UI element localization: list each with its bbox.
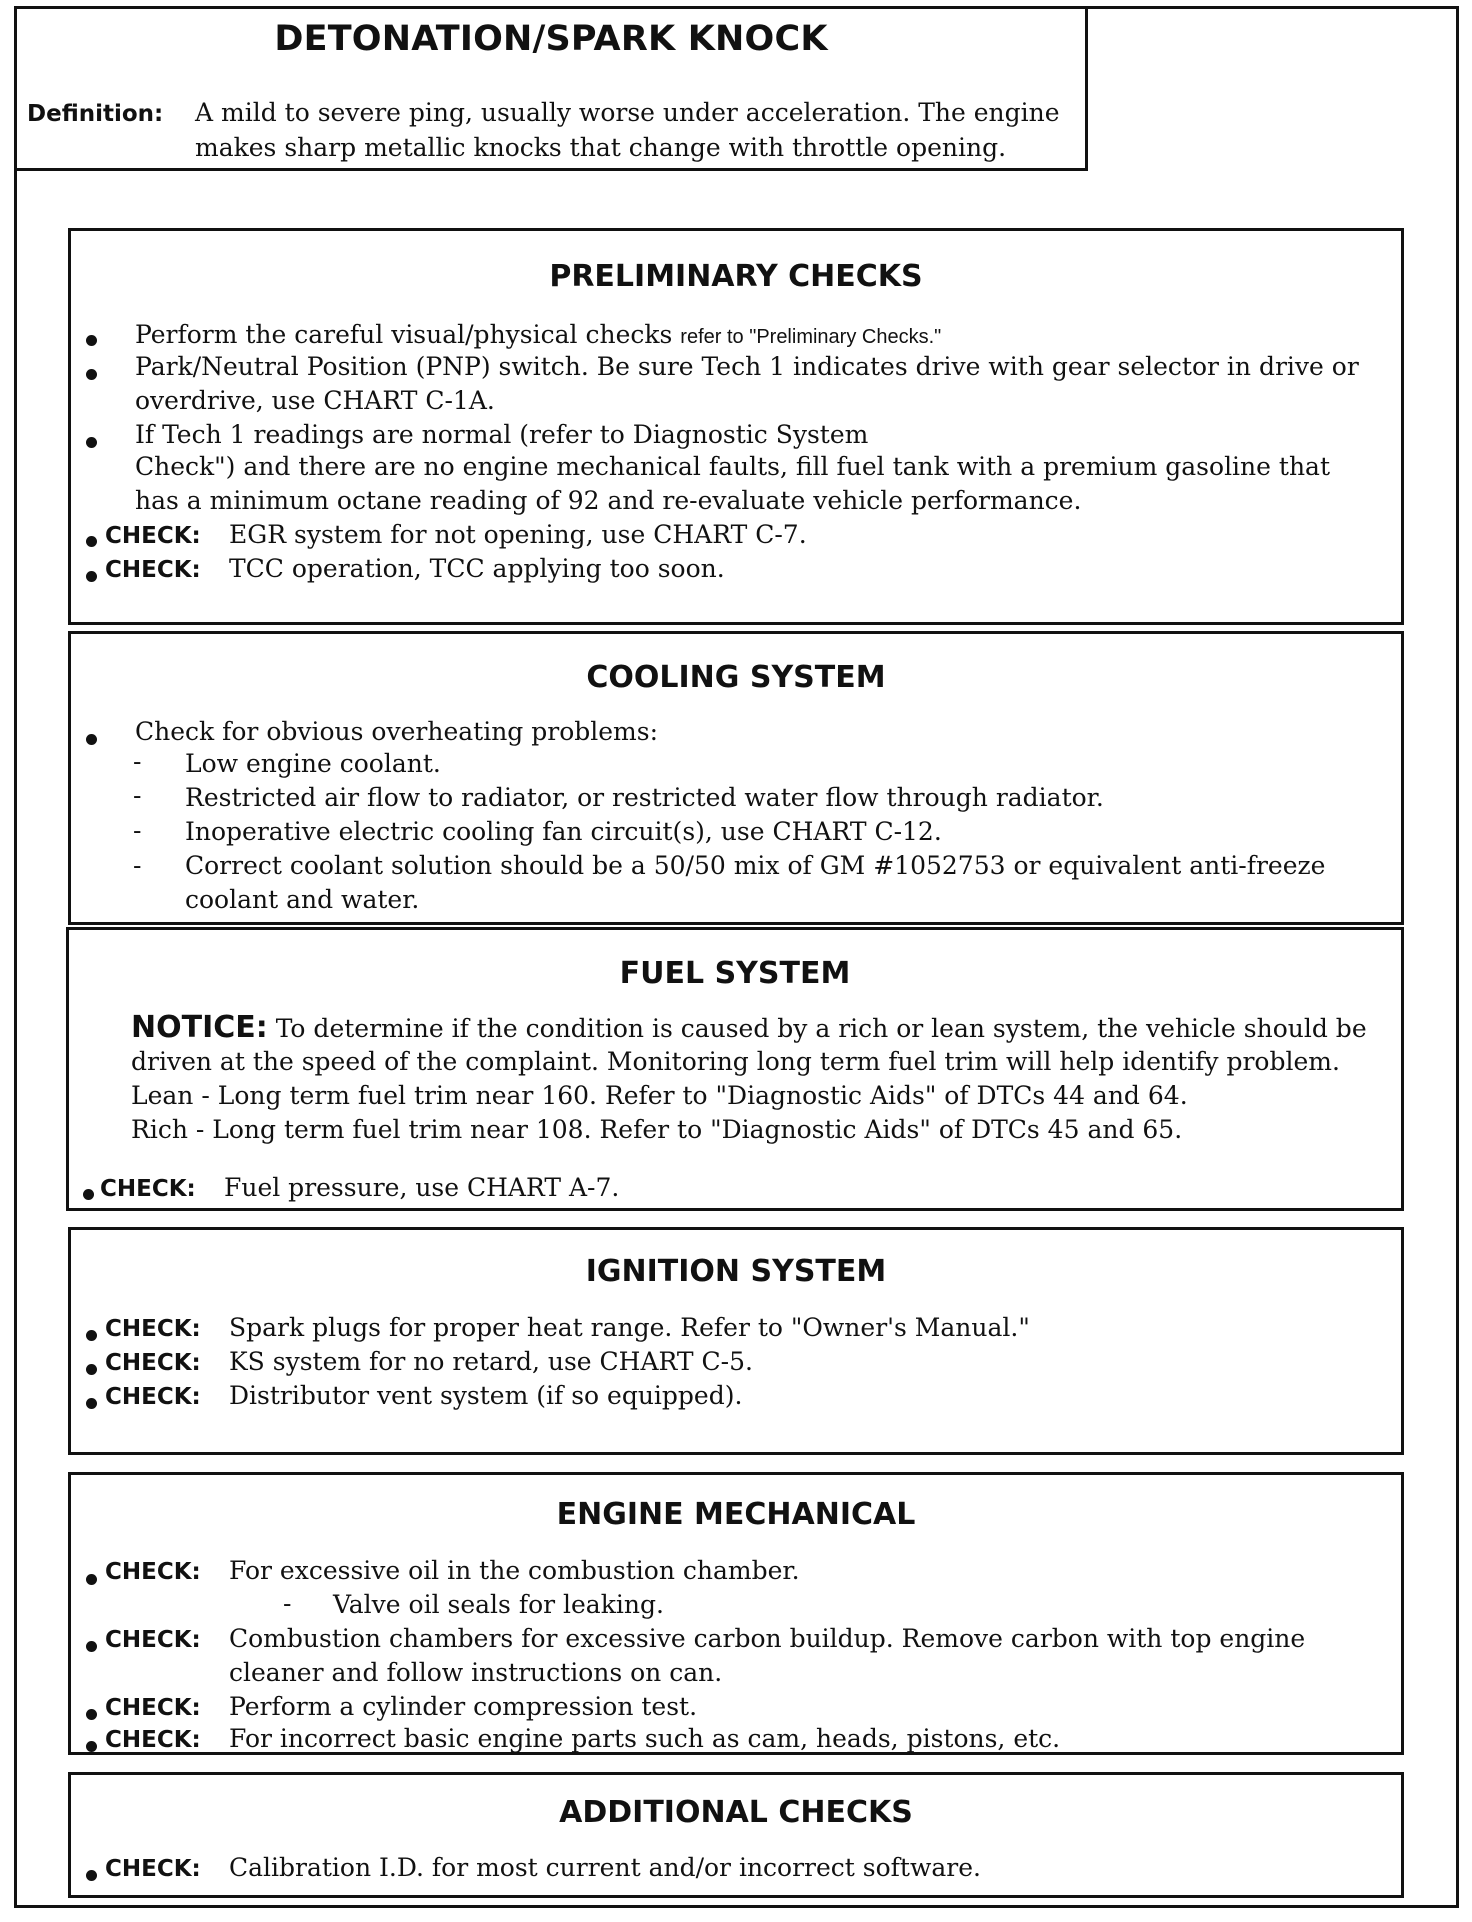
bullet-icon	[86, 1870, 97, 1881]
check-label: CHECK:	[105, 1384, 201, 1410]
bullet-icon	[86, 734, 97, 745]
list-item-line: overdrive, use CHART C-1A.	[135, 386, 495, 415]
section-heading: PRELIMINARY CHECKS	[549, 259, 923, 294]
sub-item: Low engine coolant.	[185, 749, 441, 778]
check-label: CHECK:	[105, 1727, 201, 1753]
section-heading: COOLING SYSTEM	[586, 660, 886, 695]
check-item	[105, 1346, 753, 1379]
check-text: Calibration I.D. for most current and/or incorrect software.	[229, 1853, 981, 1882]
sub-item: Correct coolant solution should be a 50/50 mix of GM #1052753 or equivalent anti-freeze	[185, 851, 1326, 880]
dash-marker: -	[133, 747, 142, 776]
list-item-line: Park/Neutral Position (PNP) switch. Be sure Tech 1 indicates drive with gear selector in drive or	[135, 352, 1359, 381]
check-item	[105, 1623, 1306, 1656]
notice-text: To determine if the condition is caused by a rich or lean system, the vehicle should be	[275, 1014, 1367, 1043]
list-item-line: Check") and there are no engine mechanical faults, fill fuel tank with a premium gasoline that	[135, 452, 1330, 481]
check-label: CHECK:	[105, 1627, 201, 1653]
check-text: Fuel pressure, use CHART A-7.	[224, 1173, 620, 1202]
bullet-icon	[86, 1641, 97, 1652]
check-text: Spark plugs for proper heat range. Refer to "Owner's Manual."	[229, 1313, 1030, 1342]
bullet-icon	[86, 1398, 97, 1409]
check-label: CHECK:	[105, 523, 201, 549]
dash-marker: -	[283, 1589, 292, 1618]
ignition-system-section	[68, 1227, 1404, 1455]
check-item	[105, 1852, 981, 1885]
check-label: CHECK:	[105, 1316, 201, 1342]
preliminary-checks-section	[68, 228, 1404, 625]
check-item	[105, 553, 725, 586]
check-item	[105, 1555, 800, 1588]
sub-item: coolant and water.	[185, 885, 420, 914]
check-item	[105, 1312, 1030, 1345]
cooling-system-section	[68, 631, 1404, 925]
list-item-line: has a minimum octane reading of 92 and re-evaluate vehicle performance.	[135, 486, 1082, 515]
bullet-icon	[86, 1741, 97, 1752]
bullet-icon	[86, 1364, 97, 1375]
check-text: TCC operation, TCC applying too soon.	[229, 554, 725, 583]
sub-item: Inoperative electric cooling fan circuit(s), use CHART C-12.	[185, 817, 942, 846]
check-text: KS system for no retard, use CHART C-5.	[229, 1347, 753, 1376]
rich-condition: Rich - Long term fuel trim near 108. Refer to "Diagnostic Aids" of DTCs 45 and 65.	[131, 1115, 1183, 1144]
check-text: Perform a cylinder compression test.	[229, 1692, 698, 1721]
section-heading: IGNITION SYSTEM	[585, 1254, 887, 1289]
additional-checks-section	[68, 1772, 1404, 1898]
notice-line: driven at the speed of the complaint. Monitoring long term fuel trim will help identify problem.	[131, 1047, 1340, 1076]
check-label: CHECK:	[105, 1856, 201, 1882]
engine-mechanical-section	[68, 1472, 1404, 1755]
section-heading: FUEL SYSTEM	[619, 956, 851, 991]
bullet-icon	[86, 571, 97, 582]
list-item-text: Perform the careful visual/physical checks	[135, 320, 673, 349]
dash-marker: -	[133, 781, 142, 810]
check-label: CHECK:	[105, 1559, 201, 1585]
check-text: EGR system for not opening, use CHART C-7.	[229, 520, 807, 549]
bullet-icon	[86, 536, 97, 547]
lean-condition: Lean - Long term fuel trim near 160. Refer to "Diagnostic Aids" of DTCs 44 and 64.	[131, 1081, 1188, 1110]
check-item	[105, 1723, 1061, 1756]
check-label: CHECK:	[105, 1350, 201, 1376]
title-box	[14, 6, 1088, 171]
bullet-icon	[86, 335, 97, 346]
sub-item: Restricted air flow to radiator, or restricted water flow through radiator.	[185, 783, 1104, 812]
page-title: DETONATION/SPARK KNOCK	[274, 19, 828, 59]
bullet-icon	[86, 1574, 97, 1585]
check-item	[105, 1691, 698, 1724]
bullet-icon	[86, 1709, 97, 1720]
check-label: CHECK:	[100, 1176, 196, 1202]
check-text: For excessive oil in the combustion chamber.	[229, 1556, 800, 1585]
check-text: Distributor vent system (if so equipped).	[229, 1381, 743, 1410]
sub-item-text: Valve oil seals for leaking.	[333, 1590, 664, 1619]
notice-label: NOTICE:	[131, 1010, 268, 1045]
check-label: CHECK:	[105, 1695, 201, 1721]
check-label: CHECK:	[105, 557, 201, 583]
bullet-icon	[86, 437, 97, 448]
list-item	[135, 319, 941, 353]
check-item	[105, 1380, 743, 1413]
list-item-note: refer to "Preliminary Checks."	[680, 326, 942, 348]
check-item	[105, 519, 807, 552]
list-item-line: Check for obvious overheating problems:	[135, 717, 658, 746]
dash-marker: -	[133, 816, 142, 845]
section-heading: ENGINE MECHANICAL	[556, 1497, 916, 1532]
notice-line	[131, 1012, 1367, 1045]
definition-label: Definition:	[27, 101, 164, 127]
fuel-system-section	[66, 927, 1404, 1211]
bullet-icon	[86, 369, 97, 380]
list-item-line: If Tech 1 readings are normal (refer to Diagnostic System	[135, 420, 869, 449]
check-text: For incorrect basic engine parts such as cam, heads, pistons, etc.	[229, 1724, 1061, 1753]
check-text-continued: cleaner and follow instructions on can.	[229, 1658, 723, 1687]
check-item	[100, 1172, 620, 1205]
check-text: Combustion chambers for excessive carbon buildup. Remove carbon with top engine	[229, 1624, 1306, 1653]
dash-marker: -	[133, 851, 142, 880]
section-heading: ADDITIONAL CHECKS	[559, 1795, 913, 1830]
definition-text: A mild to severe ping, usually worse under acceleration. The engine makes sharp metallic knocks that change with throttle opening.	[195, 98, 1060, 162]
bullet-icon	[83, 1189, 94, 1200]
bullet-icon	[86, 1330, 97, 1341]
